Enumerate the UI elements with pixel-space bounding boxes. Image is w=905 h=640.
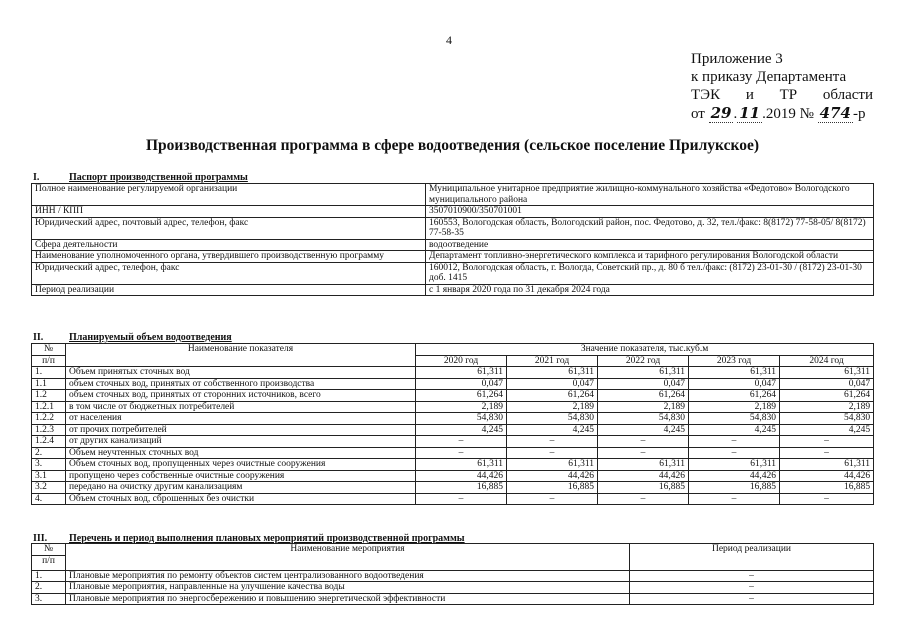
indicator-name: Объем сточных вод, сброшенных без очистки <box>66 493 416 505</box>
passport-label: Период реализации <box>32 284 426 296</box>
value-cell: 61,311 <box>598 367 689 379</box>
row-number: 3.2 <box>32 482 66 494</box>
value-cell: 61,311 <box>416 459 507 471</box>
value-cell: 54,830 <box>780 413 874 425</box>
column-header-period: Период реализации <box>630 544 874 571</box>
table-row <box>32 424 874 436</box>
value-cell: 4,245 <box>780 424 874 436</box>
indicator-name: от населения <box>66 413 416 425</box>
table-row <box>32 482 874 494</box>
section-number: III. <box>33 533 48 544</box>
table-row <box>32 582 874 594</box>
value-cell: 16,885 <box>598 482 689 494</box>
value-cell: – <box>507 436 598 448</box>
table-row <box>32 284 874 296</box>
value-cell: 2,189 <box>416 401 507 413</box>
row-number: 3.1 <box>32 470 66 482</box>
column-header-year: 2022 год <box>598 355 689 367</box>
table-row <box>32 413 874 425</box>
indicator-name: объем сточных вод, принятых от сторонних источников, всего <box>66 390 416 402</box>
table-row <box>32 401 874 413</box>
handwritten-month: 11 <box>739 104 761 122</box>
value-cell: 16,885 <box>780 482 874 494</box>
indicator-name: от прочих потребителей <box>66 424 416 436</box>
indicator-name: от других канализаций <box>66 436 416 448</box>
value-cell: 61,311 <box>780 459 874 471</box>
value-cell: – <box>507 447 598 459</box>
value-cell: – <box>780 447 874 459</box>
table-row <box>32 570 874 582</box>
measure-name: Плановые мероприятия по энергосбережению и повышению энергетической эффективности <box>66 593 630 605</box>
value-cell: 54,830 <box>507 413 598 425</box>
value-cell: 16,885 <box>689 482 780 494</box>
value-cell: 61,264 <box>780 390 874 402</box>
column-header-year: 2020 год <box>416 355 507 367</box>
indicator-name: Объем сточных вод, пропущенных через очистные сооружения <box>66 459 416 471</box>
section-number: I. <box>33 172 40 183</box>
row-number: 2. <box>32 582 66 594</box>
value-cell: 16,885 <box>416 482 507 494</box>
table-row <box>32 470 874 482</box>
indicator-name: в том числе от бюджетных потребителей <box>66 401 416 413</box>
indicator-name: Объем неучтенных сточных вод <box>66 447 416 459</box>
value-cell: 61,264 <box>507 390 598 402</box>
value-cell: 0,047 <box>598 378 689 390</box>
value-cell: 61,311 <box>689 367 780 379</box>
value-cell: 61,311 <box>507 459 598 471</box>
column-header-number: № <box>32 544 66 556</box>
passport-value: 160553, Вологодская область, Вологодский район, пос. Федотово, д. 32, тел./факс: 8(8172) 77-58-05/ 8(8172) 77-58-35 <box>426 217 874 239</box>
value-cell: 61,264 <box>598 390 689 402</box>
row-number: 1.2.2 <box>32 413 66 425</box>
section-1-heading <box>33 172 248 183</box>
value-cell: 54,830 <box>598 413 689 425</box>
section-number: II. <box>33 332 44 343</box>
appendix-word: и <box>745 87 754 103</box>
row-number: 1.2.1 <box>32 401 66 413</box>
table-row <box>32 251 874 263</box>
table-row <box>32 239 874 251</box>
passport-value: 3507010900/350701001 <box>426 206 874 218</box>
table-row <box>32 447 874 459</box>
value-cell: – <box>416 436 507 448</box>
measures-table <box>31 543 874 605</box>
table-row <box>32 459 874 471</box>
passport-label: ИНН / КПП <box>32 206 426 218</box>
row-number: 4. <box>32 493 66 505</box>
appendix-line-3 <box>691 86 873 104</box>
column-header-year: 2024 год <box>780 355 874 367</box>
column-header-values: Значение показателя, тыс.куб.м <box>416 344 874 356</box>
column-header-name: Наименование показателя <box>66 344 416 367</box>
measure-period: – <box>630 570 874 582</box>
volume-table <box>31 343 874 505</box>
value-cell: – <box>780 436 874 448</box>
date-prefix: от <box>691 106 705 122</box>
appendix-word: области <box>822 87 873 103</box>
section-title: Перечень и период выполнения плановых мероприятий производственной программы <box>69 533 465 544</box>
row-number: 3. <box>32 459 66 471</box>
row-number: 1. <box>32 367 66 379</box>
row-number: 2. <box>32 447 66 459</box>
column-header-number: № <box>32 344 66 356</box>
value-cell: 2,189 <box>507 401 598 413</box>
page-number: 4 <box>446 33 452 47</box>
section-2-heading <box>33 332 232 343</box>
indicator-name: объем сточных вод, принятых от собственного производства <box>66 378 416 390</box>
value-cell: 4,245 <box>507 424 598 436</box>
table-row <box>32 206 874 218</box>
section-title: Паспорт производственной программы <box>69 172 248 183</box>
value-cell: 44,426 <box>507 470 598 482</box>
value-cell: 2,189 <box>780 401 874 413</box>
value-cell: – <box>689 447 780 459</box>
appendix-word: ТЭК <box>691 87 721 103</box>
indicator-name: Объем принятых сточных вод <box>66 367 416 379</box>
value-cell: 0,047 <box>780 378 874 390</box>
passport-label: Юридический адрес, телефон, факс <box>32 262 426 284</box>
column-header-number-sub: п/п <box>32 555 66 570</box>
value-cell: 4,245 <box>689 424 780 436</box>
column-header-year: 2021 год <box>507 355 598 367</box>
value-cell: 61,264 <box>416 390 507 402</box>
value-cell: – <box>416 447 507 459</box>
measure-name: Плановые мероприятия по ремонту объектов систем централизованного водоотведения <box>66 570 630 582</box>
row-number: 1.2.4 <box>32 436 66 448</box>
value-cell: – <box>416 493 507 505</box>
passport-label: Полное наименование регулируемой организации <box>32 184 426 206</box>
table-row <box>32 378 874 390</box>
value-cell: 4,245 <box>416 424 507 436</box>
value-cell: 44,426 <box>780 470 874 482</box>
value-cell: 0,047 <box>507 378 598 390</box>
value-cell: 44,426 <box>598 470 689 482</box>
value-cell: 2,189 <box>598 401 689 413</box>
passport-value: Муниципальное унитарное предприятие жилищно-коммунального хозяйства «Федотово» Вологодского муниципального района <box>426 184 874 206</box>
table-row <box>32 262 874 284</box>
table-row <box>32 436 874 448</box>
value-cell: 44,426 <box>689 470 780 482</box>
measure-period: – <box>630 593 874 605</box>
table-header-row <box>32 544 874 556</box>
passport-label: Сфера деятельности <box>32 239 426 251</box>
column-header-year: 2023 год <box>689 355 780 367</box>
order-suffix: -р <box>852 106 866 122</box>
appendix-word: ТР <box>779 87 798 103</box>
table-row <box>32 493 874 505</box>
measure-period: – <box>630 582 874 594</box>
value-cell: 2,189 <box>689 401 780 413</box>
table-header-row <box>32 344 874 356</box>
handwritten-day: 29 <box>710 104 732 122</box>
value-cell: 61,311 <box>598 459 689 471</box>
indicator-name: передано на очистку другим канализациям <box>66 482 416 494</box>
value-cell: 16,885 <box>507 482 598 494</box>
column-header-measure: Наименование мероприятия <box>66 544 630 571</box>
value-cell: 4,245 <box>598 424 689 436</box>
table-row <box>32 217 874 239</box>
value-cell: – <box>780 493 874 505</box>
value-cell: 61,264 <box>689 390 780 402</box>
appendix-header <box>691 50 873 123</box>
row-number: 1.2.3 <box>32 424 66 436</box>
value-cell: 0,047 <box>689 378 780 390</box>
row-number: 3. <box>32 593 66 605</box>
value-cell: – <box>598 447 689 459</box>
date-separator: . <box>733 106 738 122</box>
table-row <box>32 184 874 206</box>
value-cell: 54,830 <box>689 413 780 425</box>
measure-name: Плановые мероприятия, направленные на улучшение качества воды <box>66 582 630 594</box>
passport-label: Юридический адрес, почтовый адрес, телефон, факс <box>32 217 426 239</box>
value-cell: 44,426 <box>416 470 507 482</box>
appendix-line-1: Приложение 3 <box>691 51 783 67</box>
handwritten-order-number: 474 <box>819 104 851 122</box>
section-title: Планируемый объем водоотведения <box>69 332 232 343</box>
appendix-line-2: к приказу Департамента <box>691 69 847 85</box>
date-year: .2019 № <box>762 106 814 122</box>
value-cell: 61,311 <box>416 367 507 379</box>
table-row <box>32 390 874 402</box>
value-cell: – <box>598 493 689 505</box>
passport-label: Наименование уполномоченного органа, утвердившего производственную программу <box>32 251 426 263</box>
value-cell: – <box>689 493 780 505</box>
row-number: 1. <box>32 570 66 582</box>
passport-table <box>31 183 874 296</box>
table-row <box>32 593 874 605</box>
value-cell: – <box>689 436 780 448</box>
value-cell: – <box>507 493 598 505</box>
passport-value: Департамент топливно-энергетического комплекса и тарифного регулирования Вологодской области <box>426 251 874 263</box>
row-number: 1.2 <box>32 390 66 402</box>
passport-value: 160012, Вологодская область, г. Вологда, Советский пр., д. 80 б тел./факс: (8172) 23-01-30 / (8172) 23-01-30 доб. 1415 <box>426 262 874 284</box>
value-cell: – <box>598 436 689 448</box>
value-cell: 61,311 <box>780 367 874 379</box>
value-cell: 54,830 <box>416 413 507 425</box>
passport-value: водоотведение <box>426 239 874 251</box>
row-number: 1.1 <box>32 378 66 390</box>
appendix-date-line <box>691 104 873 123</box>
table-row <box>32 367 874 379</box>
value-cell: 61,311 <box>507 367 598 379</box>
value-cell: 61,311 <box>689 459 780 471</box>
value-cell: 0,047 <box>416 378 507 390</box>
passport-value: с 1 января 2020 года по 31 декабря 2024 года <box>426 284 874 296</box>
column-header-number-sub: п/п <box>32 355 66 367</box>
indicator-name: пропущено через собственные очистные сооружения <box>66 470 416 482</box>
document-title: Производственная программа в сфере водоотведения (сельское поселение Прилукское) <box>146 137 759 154</box>
